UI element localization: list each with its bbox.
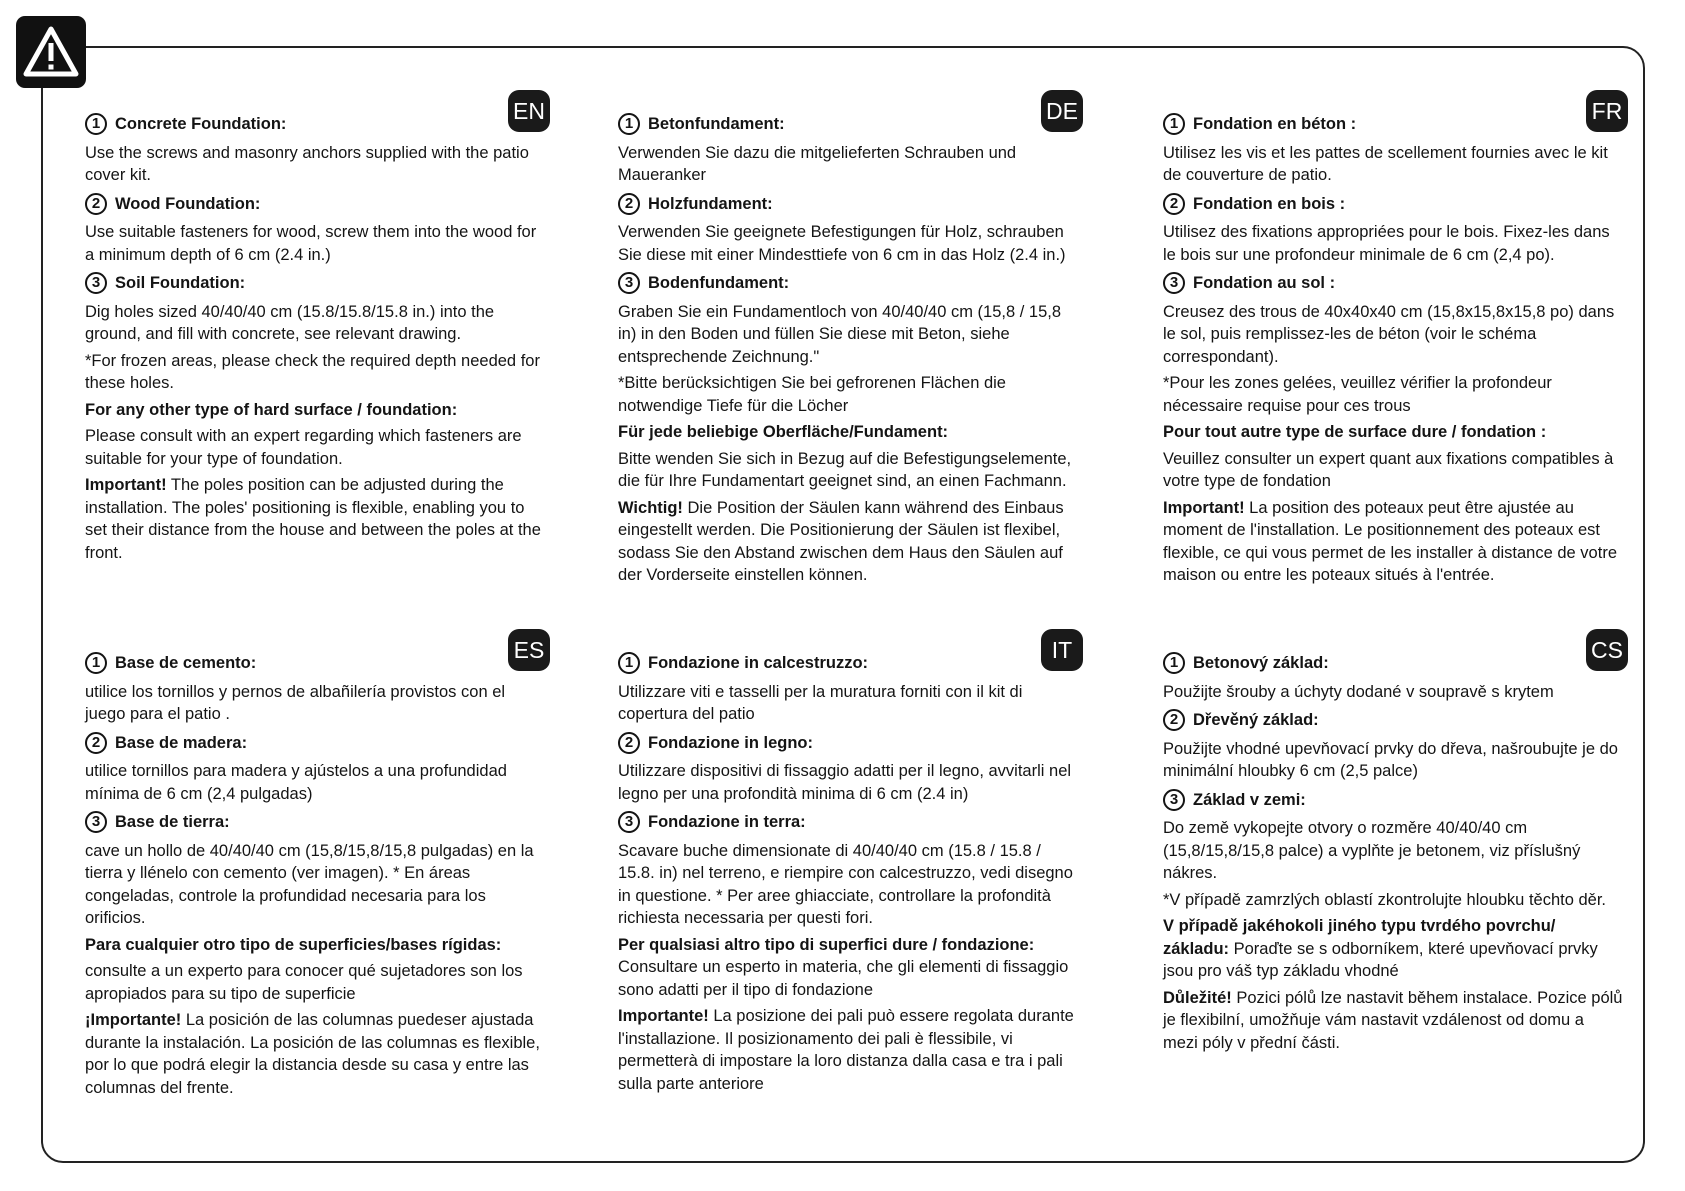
soil-foundation-heading: 3 Bodenfundament: [618,272,1078,295]
other-surface-heading: Per qualsiasi altro tipo di superfici dure / fondazione: [618,935,1035,954]
soil-foundation-text: cave un hollo de 40/40/40 cm (15,8/15,8/15,8 pulgadas) en la tierra y llénelo con cemento (ver imagen). * En áreas congeladas, controle la profundidad necesaria para los orificios. [85,841,534,927]
step-number-1: 1 [1163,113,1185,135]
other-surface-text: Poraďte se s odborníkem, které upevňovací prvky jsou pro váš typ základu vhodné [1163,939,1598,980]
important-note: Importante! La posizione dei pali può essere regolata durante l'installazione. Il posizionamento dei pali è flessibile, vi permetterà di impostare la loro distanza dalla casa e tra i pali sulla parte anteriore [618,1007,1074,1093]
other-surface-heading: Pour tout autre type de surface dure / fondation : [1163,423,1547,441]
step-number-1: 1 [85,113,107,135]
concrete-foundation-text: Utilizzare viti e tasselli per la muratura forniti con il kit di copertura del patio [618,682,1023,723]
important-note: Important! The poles position can be adjusted during the installation. The poles' positioning is flexible, enabling you to set their distance from the house and between the poles at the front. [85,476,541,562]
other-surface-text: Bitte wenden Sie sich in Bezug auf die Befestigungselemente, die für Ihre Fundamentart geeignet sind, an einen Fachmann. [618,449,1072,490]
concrete-foundation-heading: 1 Betonový základ: [1163,652,1623,675]
frozen-areas-note: *Bitte berücksichtigen Sie bei gefrorenen Flächen die notwendige Tiefe für die Löcher [618,374,1006,415]
soil-foundation-text: Dig holes sized 40/40/40 cm (15.8/15.8/15.8 in.) into the ground, and fill with concrete, see relevant drawing. [85,302,495,343]
wood-foundation-text: Use suitable fasteners for wood, screw them into the wood for a minimum depth of 6 cm (2.4 in.) [85,223,537,264]
soil-foundation-heading: 3 Základ v zemi: [1163,789,1623,812]
wood-foundation-heading: 2 Holzfundament: [618,193,1078,216]
other-surface-heading: For any other type of hard surface / foundation: [85,400,458,419]
step-number-2: 2 [1163,193,1185,215]
wood-foundation-heading: 2 Base de madera: [85,732,545,755]
important-note: Important! La position des poteaux peut être ajustée au moment de l'installation. Le positionnement des poteaux est flexible, ce qui vous permet de les installer à distance de votre maison ou entre les poteaux situés à l'entrée. [1163,498,1617,584]
soil-foundation-text: Creusez des trous de 40x40x40 cm (15,8x15,8x15,8 po) dans le sol, puis remplissez-les de béton (voir le schéma correspondant). [1163,302,1615,366]
other-surface-heading: Für jede beliebige Oberfläche/Fundament: [618,423,949,441]
concrete-foundation-heading: 1 Concrete Foundation: [85,113,545,136]
step-number-3: 3 [1163,272,1185,294]
soil-foundation-heading: 3 Soil Foundation: [85,272,545,295]
concrete-foundation-heading: 1 Betonfundament: [618,113,1078,136]
step-number-3: 3 [618,272,640,294]
soil-foundation-heading: 3 Base de tierra: [85,811,545,834]
wood-foundation-text: utilice tornillos para madera y ajústelos a una profundidad mínima de 6 cm (2,4 pulgadas) [85,762,507,803]
step-number-1: 1 [1163,652,1185,674]
soil-foundation-text: Scavare buche dimensionate di 40/40/40 cm (15.8 / 15.8 / 15.8. in) nel terreno, e riempire con calcestruzzo, vedi disegno in questione. * Per aree ghiacciate, controllare la profondità richiesta necessaria per questi fori. [618,841,1073,927]
step-number-3: 3 [85,272,107,294]
other-surface-heading: Para cualquier otro tipo de superficies/bases rígidas: [85,935,502,954]
other-surface-text: consulte a un experto para conocer qué sujetadores son los apropiados para su tipo de superficie [85,962,523,1003]
other-surface-text: Consultare un esperto in materia, che gli elementi di fissaggio sono adatti per il tipo di fondazione [618,958,1069,999]
section-it [618,636,1078,1099]
step-number-2: 2 [618,193,640,215]
language-badge-cs: CS [1586,629,1628,671]
frozen-areas-note: *V případě zamrzlých oblastí zkontrolujte hloubku těchto děr. [1163,890,1606,909]
wood-foundation-text: Verwenden Sie geeignete Befestigungen für Holz, schrauben Sie diese mit einer Mindesttiefe von 6 cm in das Holz (2.4 in.) [618,223,1066,264]
important-note: ¡Importante! La posición de las columnas puedeser ajustada durante la instalación. La posición de las columnas es flexible, por lo que podrá elegir la distancia desde su casa y entre las columnas del frente. [85,1011,540,1097]
wood-foundation-heading: 2 Dřevěný základ: [1163,709,1623,732]
concrete-foundation-text: Use the screws and masonry anchors supplied with the patio cover kit. [85,143,529,184]
language-badge-es: ES [508,629,550,671]
concrete-foundation-heading: 1 Fondazione in calcestruzzo: [618,652,1078,675]
step-number-2: 2 [1163,709,1185,731]
important-note: Wichtig! Die Position der Säulen kann während des Einbaus eingestellt werden. Die Positionierung der Säulen ist flexibel, sodass Sie den Abstand zwischen dem Haus den Säulen auf der Vorderseite einstellen können. [618,498,1064,584]
section-fr [1163,97,1623,591]
step-number-3: 3 [85,811,107,833]
wood-foundation-heading: 2 Fondation en bois : [1163,193,1623,216]
wood-foundation-heading: 2 Wood Foundation: [85,193,545,216]
concrete-foundation-heading: 1 Fondation en béton : [1163,113,1623,136]
concrete-foundation-heading: 1 Base de cemento: [85,652,545,675]
step-number-2: 2 [85,732,107,754]
concrete-foundation-text: Použijte šrouby a úchyty dodané v soupravě s krytem [1163,682,1554,701]
language-badge-it: IT [1041,629,1083,671]
wood-foundation-text: Utilisez des fixations appropriées pour le bois. Fixez-les dans le bois sur une profondeur minimale de 6 cm (2,4 po). [1163,223,1610,264]
important-note: Důležité! Pozici pólů lze nastavit během instalace. Pozice pólů je flexibilní, umožňuje vám nastavit vzdálenost od domu a mezi póly v přední části. [1163,988,1623,1052]
wood-foundation-text: Použijte vhodné upevňovací prvky do dřeva, našroubujte je do minimální hloubky 6 cm (2,5 palce) [1163,739,1618,780]
language-badge-fr: FR [1586,90,1628,132]
step-number-3: 3 [1163,789,1185,811]
wood-foundation-heading: 2 Fondazione in legno: [618,732,1078,755]
step-number-2: 2 [618,732,640,754]
section-de [618,97,1078,591]
wood-foundation-text: Utilizzare dispositivi di fissaggio adatti per il legno, avvitarli nel legno per una profondità minima di 6 cm (2.4 in) [618,762,1072,803]
step-number-1: 1 [618,652,640,674]
concrete-foundation-text: utilice los tornillos y pernos de albañilería provistos con el juego para el patio . [85,682,506,723]
concrete-foundation-text: Utilisez les vis et les pattes de scellement fournies avec le kit de couverture de patio. [1163,143,1608,184]
soil-foundation-text: Graben Sie ein Fundamentloch von 40/40/40 cm (15,8 / 15,8 in) in den Boden und füllen Sie diese mit Beton, siehe entsprechende Zeichnung." [618,302,1062,366]
other-surface-heading: V případě jakéhokoli jiného typu tvrdého povrchu/ základu: [1163,917,1556,958]
frozen-areas-note: *For frozen areas, please check the required depth needed for these holes. [85,351,540,392]
step-number-3: 3 [618,811,640,833]
soil-foundation-heading: 3 Fondazione in terra: [618,811,1078,834]
section-cs [1163,636,1623,1058]
other-surface-text: Veuillez consulter un expert quant aux fixations compatibles à votre type de fondation [1163,449,1614,490]
other-surface-note [1163,915,1623,983]
step-number-1: 1 [85,652,107,674]
section-en [85,97,545,568]
concrete-foundation-text: Verwenden Sie dazu die mitgelieferten Schrauben und Maueranker [618,143,1017,184]
language-badge-en: EN [508,90,550,132]
soil-foundation-heading: 3 Fondation au sol : [1163,272,1623,295]
language-badge-de: DE [1041,90,1083,132]
frozen-areas-note: *Pour les zones gelées, veuillez vérifier la profondeur nécessaire requise pour ces trous [1163,374,1552,415]
soil-foundation-text: Do země vykopejte otvory o rozměre 40/40/40 cm (15,8/15,8/15,8 palce) a vyplňte je betonem, viz příslušný nákres. [1163,819,1581,882]
warning-triangle-icon [16,16,86,88]
step-number-2: 2 [85,193,107,215]
other-surface-text: Please consult with an expert regarding which fasteners are suitable for your type of foundation. [85,427,522,468]
step-number-1: 1 [618,113,640,135]
section-es [85,636,545,1103]
